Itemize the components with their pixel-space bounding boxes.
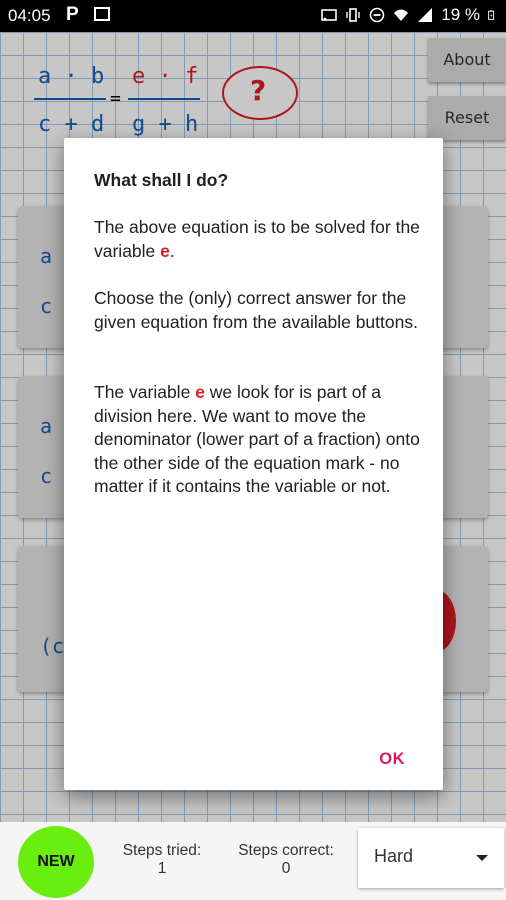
status-icons	[321, 5, 498, 25]
equals-sign: =	[110, 88, 121, 109]
steps-tried	[112, 842, 212, 878]
answer-1-numerator: a	[40, 244, 53, 268]
answer-2-denominator: c	[40, 464, 53, 488]
help-dialog	[64, 138, 443, 790]
vibrate-icon	[345, 7, 361, 23]
steps-tried-value: 1	[157, 860, 167, 877]
left-numerator: a · b	[38, 64, 105, 89]
right-denominator: g + h	[132, 112, 199, 137]
question-mark-icon: ?	[250, 74, 267, 107]
answer-2-numerator: a	[40, 414, 53, 438]
image-notification-icon	[94, 7, 110, 21]
answer-1-denominator: c	[40, 294, 53, 318]
status-time: 04:05	[8, 6, 51, 25]
difficulty-value: Hard	[374, 846, 414, 866]
steps-tried-label: Steps tried:	[122, 842, 202, 859]
ok-button[interactable]: OK	[379, 750, 405, 768]
new-button[interactable]: NEW	[18, 826, 94, 898]
dialog-title: What shall I do?	[94, 170, 229, 190]
left-denominator: c + d	[38, 112, 105, 137]
dropdown-arrow-icon	[476, 855, 488, 861]
variable-highlight: e	[160, 240, 170, 261]
signal-icon	[417, 7, 433, 23]
wifi-icon	[393, 7, 409, 23]
battery-percent: 19 %	[441, 5, 480, 24]
dialog-paragraph-1: The above equation is to be solved for the variable e.	[94, 217, 420, 261]
cast-icon	[321, 7, 337, 23]
dialog-paragraph-2: Choose the (only) correct answer for the given equation from the available buttons.	[94, 288, 418, 332]
p-app-icon: P	[66, 4, 79, 25]
answer-3-denominator: (c	[40, 634, 65, 658]
steps-correct-label: Steps correct:	[238, 842, 334, 859]
about-button[interactable]: About	[428, 38, 506, 82]
status-bar	[0, 0, 506, 32]
steps-correct	[228, 842, 344, 878]
difficulty-select[interactable]	[358, 828, 504, 888]
dnd-icon	[369, 7, 385, 23]
battery-charging-icon	[488, 7, 498, 23]
steps-correct-value: 0	[281, 860, 291, 877]
variable-highlight: e	[195, 382, 205, 402]
dialog-paragraph-3: The variable e we look for is part of a division here. We want to move the denominator (lower part of a fraction) onto the other side of the equation mark - no matter if it contains the variable or not.	[94, 382, 420, 496]
reset-button[interactable]: Reset	[428, 96, 506, 140]
right-numerator: e · f	[132, 64, 199, 89]
